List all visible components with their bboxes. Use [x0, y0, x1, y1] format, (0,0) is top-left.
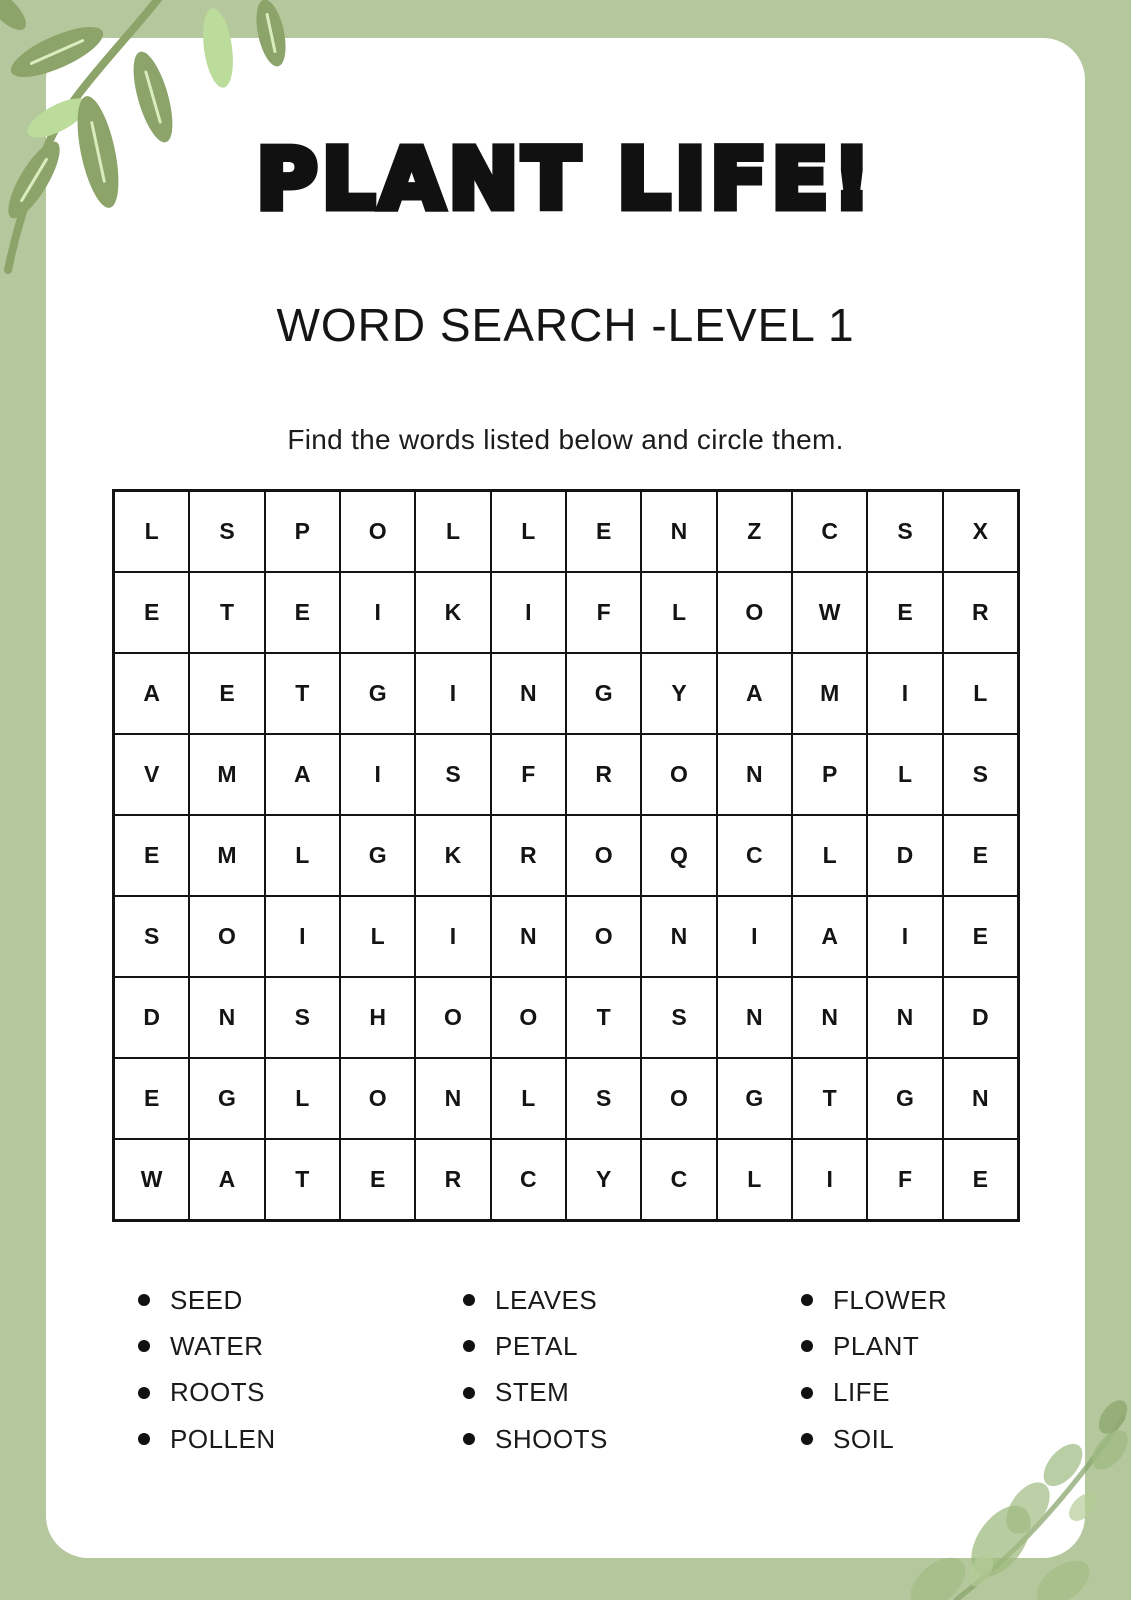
grid-cell[interactable]: N	[792, 977, 867, 1058]
grid-cell[interactable]: G	[189, 1058, 264, 1139]
grid-cell[interactable]: G	[566, 653, 641, 734]
grid-cell[interactable]: T	[189, 572, 264, 653]
grid-cell[interactable]: L	[415, 491, 490, 572]
word-list-item	[801, 1277, 947, 1323]
grid-cell[interactable]: F	[491, 734, 566, 815]
grid-cell[interactable]: F	[867, 1139, 942, 1220]
word-list-item	[801, 1323, 947, 1369]
grid-cell[interactable]: E	[943, 815, 1018, 896]
grid-cell[interactable]: K	[415, 815, 490, 896]
grid-cell[interactable]: Q	[641, 815, 716, 896]
grid-cell[interactable]: I	[491, 572, 566, 653]
grid-cell[interactable]: O	[415, 977, 490, 1058]
grid-cell[interactable]: O	[641, 734, 716, 815]
grid-cell[interactable]: D	[114, 977, 189, 1058]
grid-cell[interactable]: O	[340, 491, 415, 572]
grid-cell[interactable]: M	[792, 653, 867, 734]
grid-cell[interactable]: E	[189, 653, 264, 734]
bullet-icon	[801, 1294, 813, 1306]
grid-cell[interactable]: S	[415, 734, 490, 815]
grid-cell[interactable]: E	[114, 815, 189, 896]
grid-cell[interactable]: W	[792, 572, 867, 653]
grid-cell[interactable]: O	[641, 1058, 716, 1139]
bullet-icon	[138, 1387, 150, 1399]
word-list-item	[463, 1370, 608, 1416]
grid-cell[interactable]: N	[641, 491, 716, 572]
grid-cell[interactable]: D	[943, 977, 1018, 1058]
grid-cell[interactable]: I	[340, 572, 415, 653]
word-list-item	[138, 1323, 276, 1369]
word-label: WATER	[170, 1330, 264, 1361]
grid-cell[interactable]: A	[114, 653, 189, 734]
page-title: PLANT LIFE!	[256, 130, 875, 228]
grid-cell[interactable]: N	[189, 977, 264, 1058]
grid-cell[interactable]: V	[114, 734, 189, 815]
word-list-item	[801, 1370, 947, 1416]
grid-cell[interactable]: F	[566, 572, 641, 653]
word-label: FLOWER	[833, 1284, 948, 1315]
grid-cell[interactable]: L	[265, 815, 340, 896]
word-list-item	[463, 1277, 608, 1323]
grid-cell[interactable]: W	[114, 1139, 189, 1220]
grid-cell[interactable]: N	[641, 896, 716, 977]
word-list-item	[138, 1416, 276, 1462]
grid-cell[interactable]: A	[265, 734, 340, 815]
grid-cell[interactable]: X	[943, 491, 1018, 572]
grid-cell[interactable]: I	[717, 896, 792, 977]
grid-cell[interactable]: G	[717, 1058, 792, 1139]
grid-cell[interactable]: L	[867, 734, 942, 815]
grid-cell[interactable]: G	[340, 653, 415, 734]
bullet-icon	[801, 1387, 813, 1399]
grid-cell[interactable]: S	[265, 977, 340, 1058]
grid-cell[interactable]: I	[867, 896, 942, 977]
word-label: LEAVES	[495, 1284, 598, 1315]
word-list-item	[463, 1323, 608, 1369]
grid-cell[interactable]: E	[943, 896, 1018, 977]
grid-cell[interactable]: Y	[566, 1139, 641, 1220]
grid-cell[interactable]: N	[867, 977, 942, 1058]
grid-cell[interactable]: L	[340, 896, 415, 977]
grid-cell[interactable]: C	[717, 815, 792, 896]
word-label: SOIL	[833, 1423, 895, 1454]
word-label: PLANT	[833, 1330, 920, 1361]
instruction-text: Find the words listed below and circle them.	[287, 424, 844, 455]
grid-cell[interactable]: I	[415, 653, 490, 734]
grid-cell[interactable]: G	[867, 1058, 942, 1139]
grid-cell[interactable]: O	[566, 896, 641, 977]
grid-cell[interactable]: H	[340, 977, 415, 1058]
grid-cell[interactable]: O	[717, 572, 792, 653]
grid-cell[interactable]: L	[265, 1058, 340, 1139]
grid-cell[interactable]: A	[189, 1139, 264, 1220]
grid-cell[interactable]: M	[189, 815, 264, 896]
grid-cell[interactable]: T	[566, 977, 641, 1058]
word-list-item	[138, 1277, 276, 1323]
word-list-column-1	[138, 1277, 276, 1462]
bullet-icon	[138, 1294, 150, 1306]
word-label: SEED	[170, 1284, 243, 1315]
word-label: STEM	[495, 1377, 570, 1408]
grid-cell[interactable]: L	[491, 1058, 566, 1139]
grid-cell[interactable]: S	[566, 1058, 641, 1139]
grid-cell[interactable]: E	[566, 491, 641, 572]
grid-cell[interactable]: I	[792, 1139, 867, 1220]
word-list-item	[463, 1416, 608, 1462]
word-list-column-3	[801, 1277, 947, 1462]
grid-cell[interactable]: A	[792, 896, 867, 977]
grid-cell[interactable]: I	[265, 896, 340, 977]
grid-cell[interactable]: O	[566, 815, 641, 896]
grid-cell[interactable]: Y	[641, 653, 716, 734]
bullet-icon	[463, 1433, 475, 1445]
grid-cell[interactable]: C	[641, 1139, 716, 1220]
bullet-icon	[463, 1340, 475, 1352]
bullet-icon	[138, 1433, 150, 1445]
grid-cell[interactable]: L	[943, 653, 1018, 734]
grid-cell[interactable]: E	[867, 572, 942, 653]
grid-cell[interactable]: S	[943, 734, 1018, 815]
grid-cell[interactable]: R	[415, 1139, 490, 1220]
grid-cell[interactable]: S	[114, 896, 189, 977]
grid-cell[interactable]: P	[792, 734, 867, 815]
grid-cell[interactable]: N	[717, 734, 792, 815]
word-label: LIFE	[833, 1377, 890, 1408]
grid-cell[interactable]: E	[114, 1058, 189, 1139]
grid-cell[interactable]: T	[265, 653, 340, 734]
grid-cell[interactable]: A	[717, 653, 792, 734]
grid-cell[interactable]: N	[717, 977, 792, 1058]
grid-cell[interactable]: T	[792, 1058, 867, 1139]
word-label: SHOOTS	[495, 1423, 608, 1454]
bullet-icon	[138, 1340, 150, 1352]
grid-cell[interactable]: C	[792, 491, 867, 572]
grid-cell[interactable]: I	[867, 653, 942, 734]
word-list-item	[138, 1370, 276, 1416]
bullet-icon	[463, 1294, 475, 1306]
page-subtitle: WORD SEARCH -LEVEL 1	[276, 299, 855, 351]
grid-cell[interactable]: O	[189, 896, 264, 977]
grid-cell[interactable]: N	[491, 653, 566, 734]
grid-cell[interactable]: S	[867, 491, 942, 572]
grid-cell[interactable]: R	[566, 734, 641, 815]
grid-cell[interactable]: O	[491, 977, 566, 1058]
word-label: ROOTS	[170, 1377, 265, 1408]
grid-cell[interactable]: S	[641, 977, 716, 1058]
word-list-column-2	[463, 1277, 608, 1462]
word-grid	[112, 489, 1020, 1222]
grid-cell[interactable]: O	[340, 1058, 415, 1139]
bullet-icon	[801, 1340, 813, 1352]
grid-cell[interactable]: K	[415, 572, 490, 653]
grid-cell[interactable]: N	[415, 1058, 490, 1139]
grid-cell[interactable]: N	[943, 1058, 1018, 1139]
grid-cell[interactable]: E	[943, 1139, 1018, 1220]
grid-cell[interactable]: L	[717, 1139, 792, 1220]
grid-cell[interactable]: E	[340, 1139, 415, 1220]
word-label: PETAL	[495, 1330, 578, 1361]
grid-cell[interactable]: R	[491, 815, 566, 896]
bullet-icon	[463, 1387, 475, 1399]
grid-cell[interactable]: L	[641, 572, 716, 653]
grid-cell[interactable]: P	[265, 491, 340, 572]
bullet-icon	[801, 1433, 813, 1445]
grid-cell[interactable]: M	[189, 734, 264, 815]
grid-cell[interactable]: D	[867, 815, 942, 896]
word-list-item	[801, 1416, 947, 1462]
grid-cell[interactable]: G	[340, 815, 415, 896]
word-label: POLLEN	[170, 1423, 276, 1454]
grid-cell[interactable]: I	[340, 734, 415, 815]
grid-cell[interactable]: L	[491, 491, 566, 572]
grid-cell[interactable]: S	[189, 491, 264, 572]
grid-cell[interactable]: L	[114, 491, 189, 572]
grid-cell[interactable]: C	[491, 1139, 566, 1220]
grid-cell[interactable]: Z	[717, 491, 792, 572]
grid-cell[interactable]: T	[265, 1139, 340, 1220]
grid-cell[interactable]: N	[491, 896, 566, 977]
grid-cell[interactable]: L	[792, 815, 867, 896]
grid-cell[interactable]: E	[265, 572, 340, 653]
grid-cell[interactable]: I	[415, 896, 490, 977]
grid-cell[interactable]: E	[114, 572, 189, 653]
grid-cell[interactable]: R	[943, 572, 1018, 653]
